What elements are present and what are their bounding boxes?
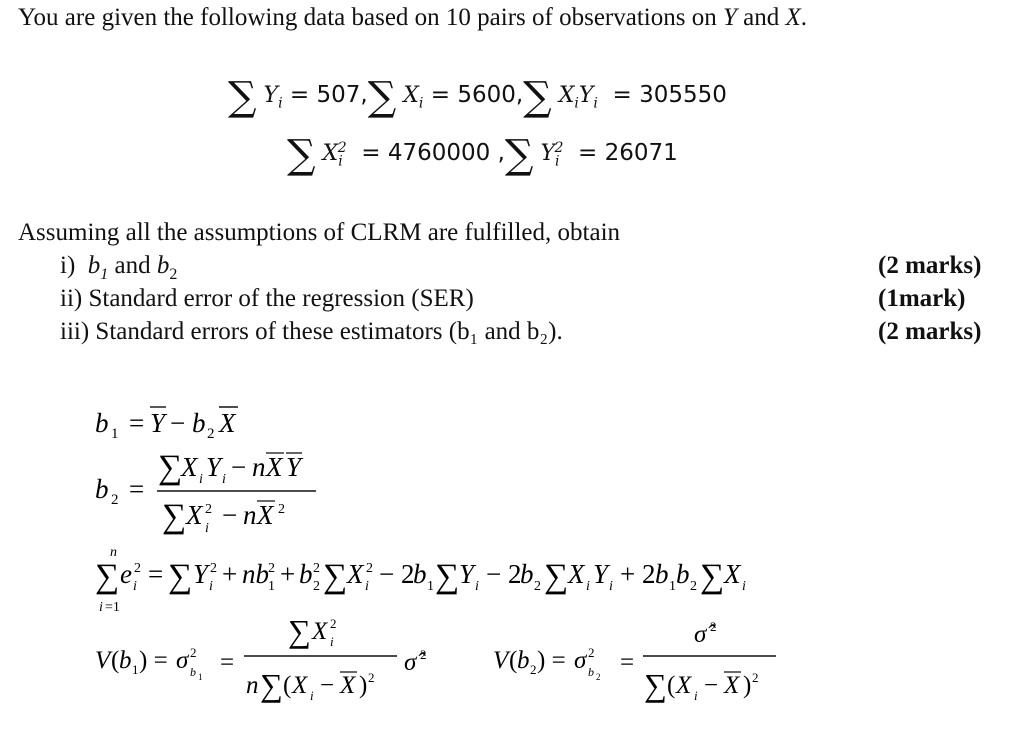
svg-text:−: −	[231, 452, 247, 482]
svg-text:b: b	[413, 559, 427, 589]
svg-text:1: 1	[198, 672, 203, 682]
svg-text:X: X	[676, 672, 692, 699]
svg-text:∑: ∑	[168, 558, 193, 595]
svg-text:=: =	[148, 559, 164, 589]
svg-text:b: b	[676, 559, 690, 589]
svg-text:2: 2	[330, 616, 337, 631]
svg-text:i: i	[365, 579, 369, 594]
svg-text:b: b	[190, 665, 196, 679]
svg-text:V: V	[95, 647, 111, 674]
svg-text:): )	[743, 672, 752, 699]
svg-text:− 2: − 2	[486, 559, 522, 589]
svg-text:i: i	[694, 688, 698, 703]
svg-text:(: (	[283, 672, 292, 699]
svg-text:i: i	[586, 579, 590, 594]
svg-text:2: 2	[268, 561, 275, 576]
sum-y2-value: 26071	[604, 140, 678, 166]
sum-y-value: 507	[316, 82, 361, 108]
svg-text:=: =	[620, 649, 635, 676]
sum-x-value: 5600	[457, 82, 516, 108]
svg-text:2: 2	[313, 561, 320, 576]
svg-text:b: b	[299, 559, 313, 589]
svg-text:=1: =1	[105, 600, 120, 615]
svg-text:n: n	[246, 672, 259, 699]
svg-text:(: (	[509, 647, 518, 674]
svg-text:): )	[359, 672, 368, 699]
svg-text:2: 2	[366, 561, 373, 576]
svg-text:i: i	[205, 521, 209, 536]
svg-text:Y: Y	[459, 559, 475, 589]
svg-text:2: 2	[710, 619, 717, 634]
svg-text:b: b	[655, 559, 669, 589]
svg-text:=: =	[129, 474, 145, 504]
svg-text:∑: ∑	[435, 558, 460, 595]
svg-text:X: X	[347, 559, 364, 589]
svg-text:2: 2	[534, 579, 541, 594]
svg-text:∑: ∑	[288, 613, 311, 649]
svg-text:i: i	[222, 472, 226, 487]
svg-text:) =: ) =	[537, 647, 566, 674]
svg-text:i: i	[99, 600, 103, 615]
svg-text:2: 2	[596, 672, 601, 682]
svg-text:X: X	[724, 559, 741, 589]
svg-text:−: −	[704, 672, 719, 699]
svg-text:2: 2	[205, 502, 212, 517]
svg-text:−: −	[320, 672, 335, 699]
svg-text:σ: σ	[176, 647, 189, 674]
svg-text:1: 1	[132, 662, 139, 677]
svg-text:b: b	[588, 665, 594, 679]
svg-text:(: (	[111, 647, 120, 674]
svg-text:2: 2	[134, 561, 141, 576]
svg-text:∑: ∑	[95, 558, 120, 595]
sums-line-2: ∑ $X_i^2 = 4760000$ ,∑ $Y_i^2 = 26071$	[287, 132, 678, 178]
svg-text:∑: ∑	[544, 558, 569, 595]
svg-text:X: X	[219, 408, 236, 438]
svg-text:i: i	[742, 579, 746, 594]
svg-text:n: n	[243, 500, 257, 530]
svg-text:2: 2	[368, 670, 375, 685]
svg-text:σ̂: σ̂	[694, 621, 707, 648]
formula-block	[0, 380, 1024, 730]
svg-text:b: b	[192, 408, 206, 438]
formula-var-b2	[493, 619, 776, 703]
svg-text:X: X	[292, 672, 308, 699]
svg-text:b: b	[517, 647, 530, 674]
marks-item-1: (2 marks)	[878, 252, 982, 279]
svg-text:∑: ∑	[158, 449, 183, 486]
svg-text:X: X	[257, 500, 274, 530]
svg-text:∑: ∑	[323, 558, 348, 595]
formula-residual	[95, 545, 746, 615]
sums-line-1: ∑ $Y_i = 507,\sum$ $X_i = 5600,\sum$ $X_iY_i = 305550$	[228, 74, 727, 120]
svg-text:2: 2	[313, 579, 320, 594]
svg-text:i: i	[209, 579, 213, 594]
intro-text: You are given the following data based on 10 pairs of observations on Y and X.	[18, 4, 808, 31]
svg-text:X: X	[568, 559, 585, 589]
svg-text:n: n	[110, 545, 117, 560]
svg-text:) =: ) =	[139, 647, 168, 674]
svg-text:n: n	[252, 452, 266, 482]
svg-text:∑: ∑	[260, 667, 283, 703]
svg-text:+: +	[222, 559, 238, 589]
svg-text:i: i	[609, 579, 613, 594]
svg-text:σ̂: σ̂	[404, 649, 417, 676]
svg-text:2: 2	[111, 492, 119, 508]
svg-text:i: i	[310, 688, 314, 703]
sum-xy-value: 305550	[639, 82, 727, 108]
svg-text:nb: nb	[242, 559, 269, 589]
svg-text:2: 2	[207, 426, 215, 442]
svg-text:Y: Y	[150, 408, 166, 438]
svg-text:=: =	[220, 649, 235, 676]
svg-text:+ 2: + 2	[620, 559, 656, 589]
svg-text:2: 2	[530, 662, 537, 677]
svg-text:−: −	[170, 408, 186, 438]
svg-text:X: X	[186, 500, 203, 530]
svg-text:i: i	[199, 472, 203, 487]
svg-text:1: 1	[669, 579, 676, 594]
svg-text:Y: Y	[193, 559, 209, 589]
svg-text:2: 2	[690, 579, 697, 594]
formula-b2	[95, 449, 316, 536]
question-item-2: ii) Standard error of the regression (SER)	[60, 285, 474, 312]
svg-text:1: 1	[111, 426, 119, 442]
svg-text:+: +	[280, 559, 296, 589]
svg-text:− 2: − 2	[379, 559, 415, 589]
svg-text:X: X	[340, 672, 356, 699]
marks-item-3: (2 marks)	[878, 318, 982, 345]
formula-var-b1	[95, 613, 427, 703]
svg-text:i: i	[475, 579, 479, 594]
svg-text:e: e	[120, 559, 132, 589]
question-item-1: i) $b_1$ and $b_2$	[60, 252, 178, 283]
svg-text:Y: Y	[593, 559, 609, 589]
svg-text:2: 2	[210, 561, 217, 576]
svg-text:X: X	[724, 672, 740, 699]
svg-text:(: (	[667, 672, 676, 699]
svg-text:∑: ∑	[644, 667, 667, 703]
svg-text:i: i	[330, 634, 334, 649]
marks-item-2: (1mark)	[878, 285, 966, 312]
svg-text:2: 2	[190, 645, 197, 660]
svg-text:Y: Y	[286, 452, 302, 482]
svg-text:X: X	[181, 452, 198, 482]
svg-text:b: b	[95, 408, 109, 438]
svg-text:σ: σ	[574, 647, 587, 674]
question-lead: Assuming all the assumptions of CLRM are fulfilled, obtain	[18, 219, 621, 246]
svg-text:2: 2	[278, 502, 285, 517]
svg-text:2: 2	[420, 647, 427, 662]
sum-x2-value: 4760000	[387, 140, 491, 166]
svg-text:1: 1	[268, 579, 275, 594]
svg-text:i: i	[133, 579, 137, 594]
svg-text:−: −	[222, 500, 238, 530]
svg-text:V: V	[493, 647, 509, 674]
svg-text:b: b	[95, 474, 109, 504]
svg-text:2: 2	[752, 670, 759, 685]
svg-text:2: 2	[588, 645, 595, 660]
question-item-3: iii) Standard errors of these estimators (b₁ and b₂).	[60, 318, 563, 345]
svg-text:b: b	[119, 647, 132, 674]
svg-text:∑: ∑	[162, 498, 187, 535]
svg-text:b: b	[520, 559, 534, 589]
svg-text:1: 1	[427, 579, 434, 594]
svg-text:X: X	[312, 618, 328, 645]
svg-text:X: X	[266, 452, 283, 482]
svg-text:=: =	[129, 408, 145, 438]
svg-text:∑: ∑	[700, 558, 725, 595]
svg-text:Y: Y	[206, 452, 222, 482]
formula-b1	[95, 407, 238, 442]
